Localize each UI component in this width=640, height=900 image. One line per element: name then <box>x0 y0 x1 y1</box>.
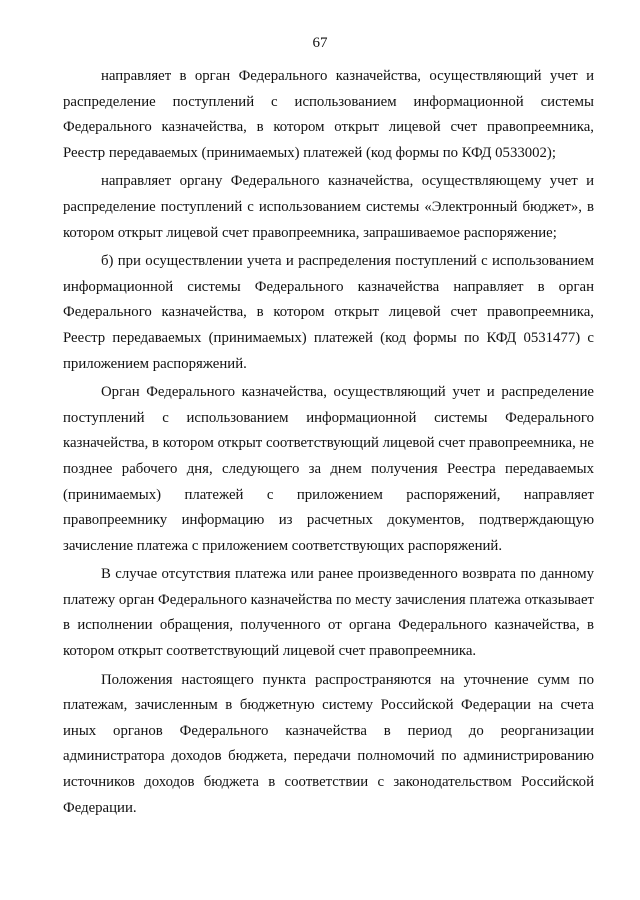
page-number: 67 <box>312 35 328 51</box>
paragraph: направляет в орган Федерального казначейства, осуществляющий учет и распределение поступлений с использованием информационной системы Федерального казначейства, в котором открыт лицевой счет правопреемника, Реестр передаваемых (принимаемых) платежей (код формы по КФД 0533002); <box>63 68 594 161</box>
paragraph: Орган Федерального казначейства, осуществляющий учет и распределение поступлений с использованием информационной системы Федерального казначейства, в котором открыт соответствующий лицевой счет правопреемника, не позднее рабочего дня, следующего за днем получения Реестра передаваемых (принимаемых) платежей с приложением распоряжений, направляет правопреемнику информацию из расчетных документов, подтверждающую зачисление платежа с приложением соответствующих распоряжений. <box>63 384 594 554</box>
paragraph: В случае отсутствия платежа или ранее произведенного возврата по данному платежу орган Федерального казначейства по месту зачисления платежа отказывает в исполнении обращения, полученного от органа Федерального казначейства, в котором открыт соответствующий лицевой счет правопреемника. <box>63 566 594 660</box>
paragraph: б) при осуществлении учета и распределения поступлений с использованием информационной системы Федерального казначейства направляет в орган Федерального казначейства, в котором открыт лицевой счет правопреемника, Реестр передаваемых (принимаемых) платежей (код формы по КФД 0531477) с приложением распоряжений. <box>63 253 594 372</box>
paragraph: Положения настоящего пункта распространяются на уточнение сумм по платежам, зачисленным в бюджетную систему Российской Федерации на счета иных органов Федерального казначейства в период до реорганизации администратора доходов бюджета, передачи полномочий по администрированию источников доходов бюджета в соответствии с законодательством Российской Федерации. <box>63 671 594 816</box>
document-body <box>63 64 594 824</box>
paragraph: направляет органу Федерального казначейства, осуществляющему учет и распределение поступлений с использованием системы «Электронный бюджет», в котором открыт лицевой счет правопреемника, запрашиваемое распоряжение; <box>63 173 594 241</box>
